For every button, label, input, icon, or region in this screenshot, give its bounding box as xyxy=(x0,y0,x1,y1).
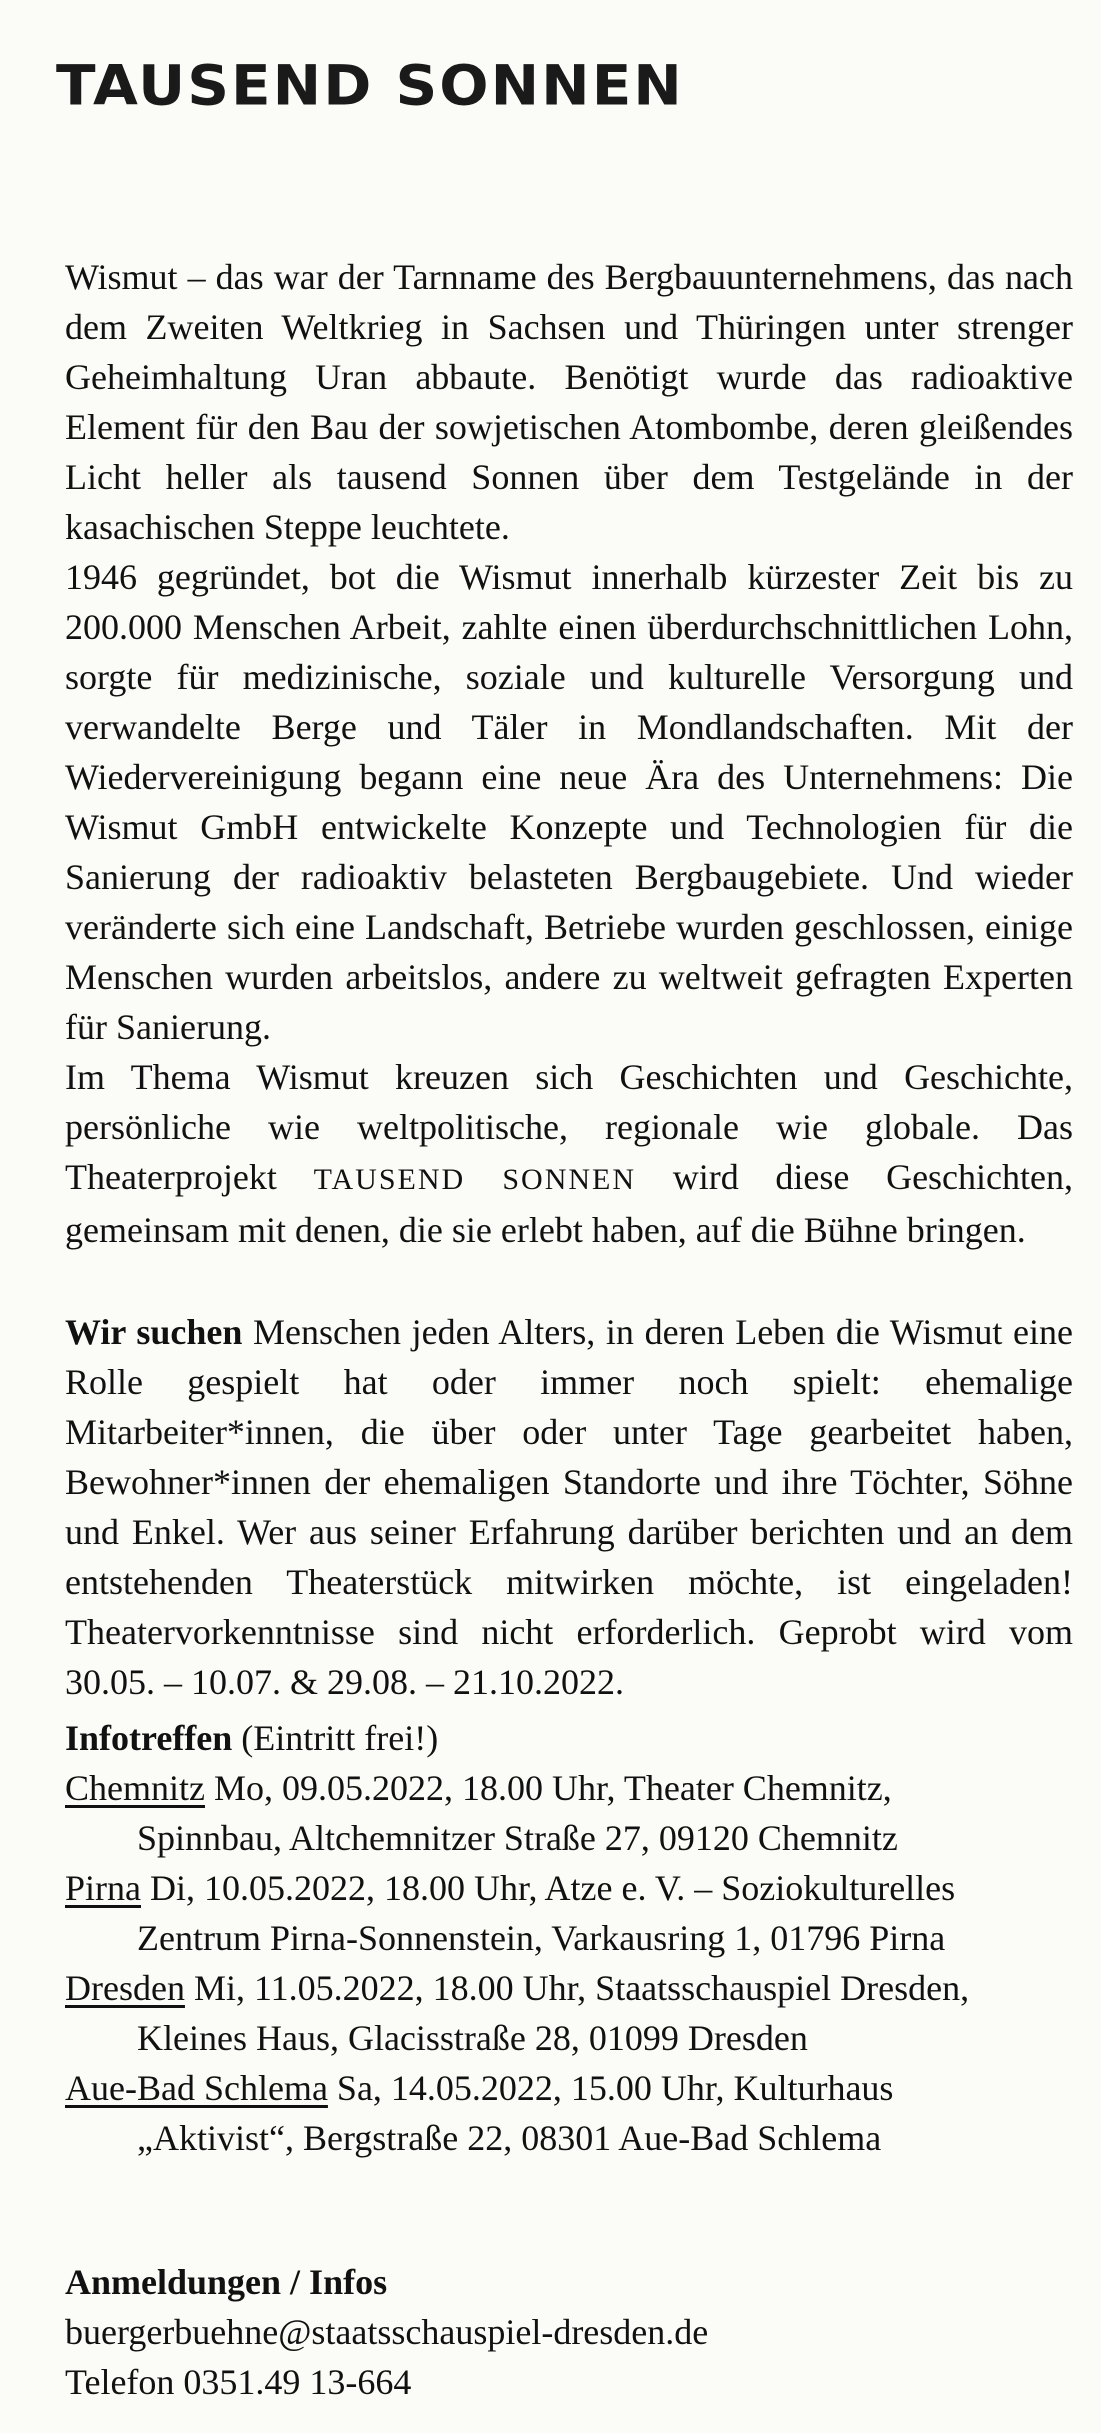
search-text: Menschen jeden Alters, in deren Leben die Wismut eine Rolle gespielt hat oder immer noch spielt: ehemalige Mitarbeiter*innen, die über oder unter Tage gearbeitet haben, Bewohner*innen der ehemaligen Standorte und ihre Töchter, Söhne und Enkel. Wer aus seiner Erfahrung darüber berichten und an dem entstehenden Theaterstück mitwirken möchte, ist eingeladen! Theatervorkenntnisse sind nicht erforderlich. Geprobt wird vom 30.05. – 10.07. & 29.08. – 21.10.2022. xyxy=(65,1312,1073,1702)
search-section xyxy=(65,1307,1073,1707)
meeting-address: Spinnbau, Altchemnitzer Straße 27, 09120 Chemnitz xyxy=(137,1818,898,1858)
info-entry-line xyxy=(65,1863,1065,1913)
info-entry-line xyxy=(65,1963,1065,2013)
contact-phone: Telefon 0351.49 13-664 xyxy=(65,2362,412,2402)
city-name: Pirna xyxy=(65,1868,141,1908)
city-name: Aue-Bad Schlema xyxy=(65,2068,328,2108)
info-meetings-heading xyxy=(65,1713,1065,1763)
info-heading-note: (Eintritt frei!) xyxy=(232,1718,439,1758)
info-entry-aue-bad-schlema xyxy=(65,2063,1065,2163)
search-paragraph xyxy=(65,1307,1073,1707)
meeting-details: Sa, 14.05.2022, 15.00 Uhr, Kulturhaus xyxy=(327,2068,894,2108)
intro-paragraph-3-start: Im Thema Wismut kreuzen sich Geschichten und Geschichte, persönliche wie weltpolitische, regionale wie globale. Das Theaterprojekt xyxy=(65,1057,1073,1197)
contact-email: buergerbuehne@staatsschauspiel-dresden.de xyxy=(65,2312,709,2352)
city-name: Dresden xyxy=(65,1968,185,2008)
info-heading-label: Infotreffen xyxy=(65,1718,233,1758)
info-entry-line xyxy=(65,2063,1065,2113)
meeting-details: Di, 10.05.2022, 18.00 Uhr, Atze e. V. – Soziokulturelles xyxy=(141,1868,956,1908)
meeting-address: Kleines Haus, Glacisstraße 28, 01099 Dresden xyxy=(137,2018,808,2058)
intro-paragraph-2: 1946 gegründet, bot die Wismut innerhalb kürzester Zeit bis zu 200.000 Menschen Arbeit, zahlte einen überdurchschnittlichen Lohn, sorgte für medizinische, soziale und kulturelle Versorgung und verwandelte Berge und Täler in Mondlandschaften. Mit der Wiedervereinigung begann eine neue Ära des Unternehmens: Die Wismut GmbH entwickelte Konzepte und Technologien für die Sanierung der radioaktiv belasteten Bergbaugebiete. Und wieder veränderte sich eine Landschaft, Betriebe wurden geschlossen, einige Menschen wurden arbeitslos, andere zu weltweit gefragten Experten für Sanierung. xyxy=(65,557,1073,1047)
contact-heading: Anmeldungen / Infos xyxy=(65,2262,388,2302)
contact-section xyxy=(65,2257,1065,2407)
project-name: TAUSEND SONNEN xyxy=(313,1163,637,1196)
meeting-details: Mi, 11.05.2022, 18.00 Uhr, Staatsschauspiel Dresden, xyxy=(184,1968,970,2008)
meeting-address: Zentrum Pirna-Sonnenstein, Varkausring 1, 01796 Pirna xyxy=(137,1918,946,1958)
intro-paragraph-3 xyxy=(65,1052,1073,1255)
search-lead: Wir suchen xyxy=(65,1312,243,1352)
meeting-details: Mo, 09.05.2022, 18.00 Uhr, Theater Chemnitz, xyxy=(204,1768,892,1808)
intro-section xyxy=(65,252,1073,1255)
intro-paragraph-1: Wismut – das war der Tarnname des Bergbauunternehmens, das nach dem Zweiten Weltkrieg in Sachsen und Thüringen unter strenger Geheimhaltung Uran abbaute. Benötigt wurde das radioaktive Element für den Bau der sowjetischen Atombombe, deren gleißendes Licht heller als tausend Sonnen über dem Testgelände in der kasachischen Steppe leuchtete. xyxy=(65,257,1073,547)
info-entry-pirna xyxy=(65,1863,1065,1963)
page-title: TAUSEND SONNEN xyxy=(56,53,684,118)
info-entry-line xyxy=(65,1763,1065,1813)
info-meetings-section xyxy=(65,1713,1065,2163)
info-entry-dresden xyxy=(65,1963,1065,2063)
city-name: Chemnitz xyxy=(65,1768,205,1808)
meeting-address: „Aktivist“, Bergstraße 22, 08301 Aue-Bad Schlema xyxy=(137,2118,882,2158)
intro-paragraph-3-end: wird diese Geschichten, gemeinsam mit denen, die sie erlebt haben, auf die Bühne bringen. xyxy=(65,1157,1074,1250)
info-entry-chemnitz xyxy=(65,1763,1065,1863)
